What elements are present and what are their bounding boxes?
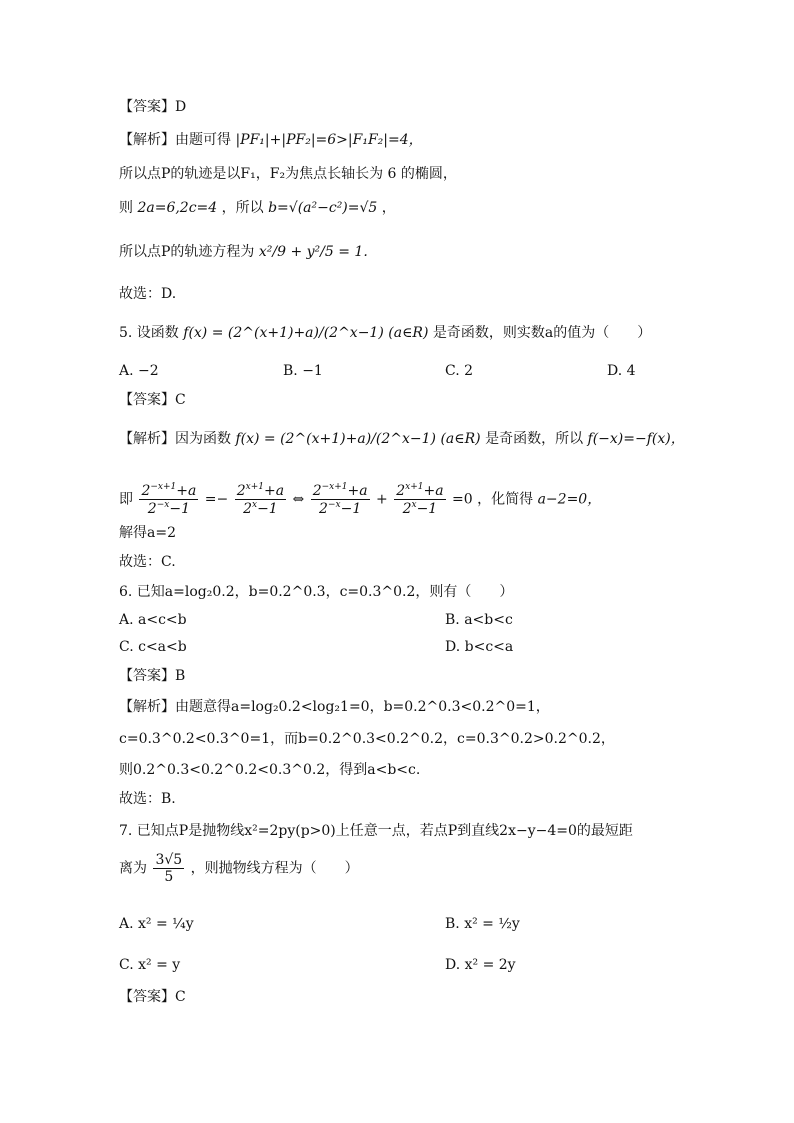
q4-l3-mid: ，所以: [221, 200, 264, 216]
q6-analysis-line1: 【解析】由题意得a=log₂0.2<log₂1=0，b=0.2^0.3<0.2^0=1，: [119, 699, 550, 715]
q7-distance-frac: $\frac{3√5}{5}$: [155, 852, 183, 886]
q5-frac-4: $\frac{2^{x+1}+a}{2^x-1}$: [396, 482, 444, 518]
q5-answer: 【答案】C: [119, 392, 186, 408]
q5-option-a: A. −2: [119, 363, 159, 379]
q5-option-c: C. 2: [445, 363, 474, 379]
q5-option-b: B. −1: [283, 363, 323, 379]
q6-option-b: B. a<b<c: [445, 612, 513, 628]
q5-choice: 故选：C.: [119, 554, 176, 570]
q7-option-c: C. x² = y: [119, 957, 181, 973]
q5-analysis-line2: 即 $\frac{2^{-x+1}+a}{2^{-x}-1}$ =− $\frac{2^{x+1}+a}{2^x-1}$ ⇔ $\frac{2^{-x+1}+a}{2^{-x}-1}$ + $\frac{2^{x+1}+a}{2^x-1}$ =0 ，化简得 a−2=0，: [119, 482, 602, 518]
q5-frac-1: $\frac{2^{-x+1}+a}{2^{-x}-1}$: [141, 482, 197, 518]
q5-l1-mid: 是奇函数，所以: [485, 431, 584, 447]
q7-option-b: B. x² = ½y: [445, 916, 520, 932]
q7-option-d: D. x² = 2y: [445, 957, 516, 973]
q4-ellipse-equation: x²/9 + y²/5 = 1.: [258, 244, 368, 260]
q6-analysis-line3: 则0.2^0.3<0.2^0.2<0.3^0.2，得到a<b<c.: [119, 762, 421, 778]
q4-choice: 故选：D.: [119, 286, 177, 302]
q5-frac-2: $\frac{2^{x+1}+a}{2^x-1}$: [236, 482, 285, 518]
q5-l2-mid: ，化简得: [477, 491, 534, 508]
q7-stem-line1: 7. 已知点P是抛物线x²=2py(p>0)上任意一点，若点P到直线2x−y−4=0的最短距: [119, 823, 633, 839]
q5-l1-expr: f(−x)=−f(x)，: [587, 431, 685, 447]
q6-choice: 故选：B.: [119, 791, 176, 807]
q4-focal-sum-expr: |PF₁|+|PF₂|=6>|F₁F₂|=4，: [235, 132, 423, 148]
q4-l3-end: ，: [381, 200, 396, 216]
q5-function-expr: f(x) = (2^(x+1)+a)/(2^x−1) (a∈R): [183, 325, 429, 341]
q4-answer: 【答案】D: [119, 99, 187, 115]
q4-analysis-line1: [119, 129, 423, 149]
q6-option-d: D. b<c<a: [445, 639, 514, 655]
q5-analysis-line1: [119, 428, 685, 448]
q5-l1-pre: 【解析】因为函数: [119, 431, 231, 447]
q6-option-a: A. a<c<b: [119, 612, 187, 628]
q5-option-d: D. 4: [607, 363, 636, 379]
q4-analysis-label: 【解析】由题可得: [119, 132, 231, 148]
q4-analysis-line2: 所以点P的轨迹是以F₁，F₂为焦点长轴长为 6 的椭圆，: [119, 166, 457, 182]
q5-l1-func: f(x) = (2^(x+1)+a)/(2^x−1) (a∈R): [235, 431, 481, 447]
q6-analysis-line2: c=0.3^0.2<0.3^0=1，而b=0.2^0.3<0.2^0.2，c=0.3^0.2>0.2^0.2，: [119, 731, 615, 747]
q5-stem-pre: 5. 设函数: [119, 325, 179, 341]
q7-answer: 【答案】C: [119, 989, 186, 1005]
q5-frac-3: $\frac{2^{-x+1}+a}{2^{-x}-1}$: [312, 482, 368, 518]
q4-l3-expr1: 2a=6,2c=4: [137, 200, 218, 216]
q4-l3-expr2: b=√(a²−c²)=√5: [268, 200, 378, 216]
q5-stem-post: 是奇函数，则实数a的值为（ ）: [432, 325, 652, 341]
q4-l4-pre: 所以点P的轨迹方程为: [119, 244, 255, 260]
q4-analysis-line4: [119, 241, 368, 261]
q6-stem: 6. 已知a=log₂0.2，b=0.2^0.3，c=0.3^0.2，则有（ ）: [119, 584, 514, 600]
q7-option-a: A. x² = ¼y: [119, 916, 194, 932]
q5-stem: [119, 322, 651, 342]
q4-l3-pre: 则: [119, 200, 133, 216]
q4-analysis-line3: [119, 197, 396, 217]
q7-l2-post: ，则抛物线方程为（ ）: [190, 860, 359, 877]
q5-l2-pre: 即: [119, 491, 133, 508]
q5-analysis-line3: 解得a=2: [119, 525, 176, 541]
q7-stem-line2: [119, 852, 359, 885]
q6-option-c: C. c<a<b: [119, 639, 187, 655]
q5-l2-expr: a−2=0，: [537, 491, 602, 508]
q6-answer: 【答案】B: [119, 668, 186, 684]
q7-l2-pre: 离为: [119, 860, 147, 877]
